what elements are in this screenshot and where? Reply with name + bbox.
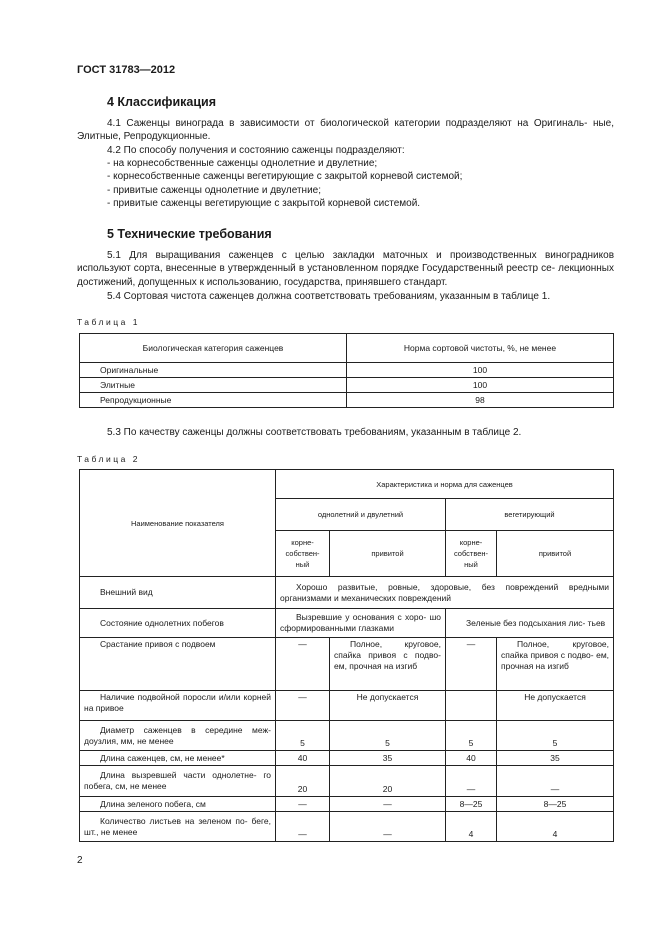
section-4-title: 4 Классификация <box>107 95 217 109</box>
table-cell: — <box>446 638 497 691</box>
table-row: Наличие подвойной поросли и/или корней на привое <box>80 691 276 721</box>
table-cell: Полное, круговое, спайка привоя с подво- ем, прочная на изгиб <box>330 638 446 691</box>
table-row: Элитные <box>80 378 347 393</box>
document-header: ГОСТ 31783—2012 <box>77 64 176 76</box>
paragraph-4-1: 4.1 Саженцы винограда в зависимости от биологической категории подразделяют на Оригиналь- ные, Элитные, Репродукционные. <box>77 118 614 143</box>
table-2-caption: Таблица 2 <box>77 454 140 464</box>
table-row: Оригинальные <box>80 363 347 378</box>
table-cell: 5 <box>330 721 446 751</box>
table-row: Состояние однолетних побегов <box>80 609 276 638</box>
table-row: Репродукционные <box>80 393 347 408</box>
table-2-header-characteristic: Характеристика и норма для саженцев <box>276 470 614 499</box>
table-cell: Хорошо развитые, ровные, здоровые, без повреждений вредными организмами и механических повреждений <box>276 577 614 609</box>
table-1-header: Биологическая категория саженцев <box>80 334 347 363</box>
table-cell: Зеленые без подсыхания лис- тьев <box>446 609 614 638</box>
table-row: Внешний вид <box>80 577 276 609</box>
list-item: - привитые саженцы вегетирующие с закрытой корневой системой. <box>107 198 421 210</box>
table-2-header-annual: однолетний и двулетний <box>276 499 446 531</box>
table-cell: — <box>276 638 330 691</box>
table-2 <box>79 469 614 842</box>
table-cell: Не допускается <box>330 691 446 721</box>
table-2-header-own-root: корне- собствен- ный <box>446 531 497 577</box>
table-row: Срастание привоя с подвоем <box>80 638 276 691</box>
paragraph-4-2: 4.2 По способу получения и состоянию саженцы подразделяют: <box>107 145 405 156</box>
table-2-header-name: Наименование показателя <box>80 470 276 577</box>
table-cell: 40 <box>446 751 497 766</box>
table-cell: 35 <box>497 751 614 766</box>
table-row: Длина зеленого побега, см <box>80 797 276 812</box>
list-item: - на корнесобственные саженцы однолетние и двулетние; <box>107 158 378 169</box>
list-item: - корнесобственные саженцы вегетирующие с закрытой корневой системой; <box>107 171 463 183</box>
table-2-header-grafted: привитой <box>497 531 614 577</box>
table-row: Количество листьев на зеленом по- беге, шт., не менее <box>80 812 276 842</box>
table-cell: 5 <box>276 721 330 751</box>
table-cell: — <box>330 812 446 842</box>
table-cell <box>446 691 497 721</box>
section-5-title: 5 Технические требования <box>107 227 272 241</box>
table-cell: 5 <box>497 721 614 751</box>
table-cell: 20 <box>276 766 330 797</box>
table-row: Длина саженцев, см, не менее* <box>80 751 276 766</box>
list-item: - привитые саженцы однолетние и двулетние; <box>107 184 322 196</box>
classification-list <box>77 157 614 211</box>
table-cell: 40 <box>276 751 330 766</box>
table-cell: — <box>276 691 330 721</box>
table-row: Длина вызревшей части однолетне- го побега, см, не менее <box>80 766 276 797</box>
table-1-caption: Таблица 1 <box>77 317 140 327</box>
table-cell: 35 <box>330 751 446 766</box>
paragraph-5-1: 5.1 Для выращивания саженцев с целью закладки маточных и производственных виноградников используют сорта, внесенные в утвержденный в установленном порядке Государственный реестр се- лекционных достижений, допущенных к использованию, государства, принявшего стандарт. <box>77 250 614 288</box>
table-2-header-own-root: корне- собствен- ный <box>276 531 330 577</box>
table-cell: 100 <box>347 363 614 378</box>
table-cell: Вызревшие у основания с хоро- шо сформированными глазками <box>276 609 446 638</box>
table-cell: 5 <box>446 721 497 751</box>
table-2-header-vegetating: вегетирующий <box>446 499 614 531</box>
table-cell: 8—25 <box>446 797 497 812</box>
paragraph-5-4: 5.4 Сортовая чистота саженцев должна соответствовать требованиям, указанным в таблице 1. <box>107 291 551 302</box>
table-cell: — <box>276 797 330 812</box>
page-number: 2 <box>77 855 83 866</box>
table-1 <box>79 333 614 408</box>
table-cell: 98 <box>347 393 614 408</box>
table-cell: — <box>446 766 497 797</box>
table-cell: — <box>330 797 446 812</box>
table-cell: — <box>276 812 330 842</box>
table-cell: Полное, круговое, спайка привоя с подво- ем, прочная на изгиб <box>497 638 614 691</box>
table-cell: 8—25 <box>497 797 614 812</box>
table-cell: 4 <box>446 812 497 842</box>
table-cell: 100 <box>347 378 614 393</box>
table-cell: 20 <box>330 766 446 797</box>
table-cell: 4 <box>497 812 614 842</box>
table-2-header-grafted: привитой <box>330 531 446 577</box>
paragraph-5-3: 5.3 По качеству саженцы должны соответствовать требованиям, указанным в таблице 2. <box>107 427 522 438</box>
table-cell: — <box>497 766 614 797</box>
table-row: Диаметр саженцев в середине меж- доузлия, мм, не менее <box>80 721 276 751</box>
table-cell: Не допускается <box>497 691 614 721</box>
table-1-header: Норма сортовой чистоты, %, не менее <box>347 334 614 363</box>
